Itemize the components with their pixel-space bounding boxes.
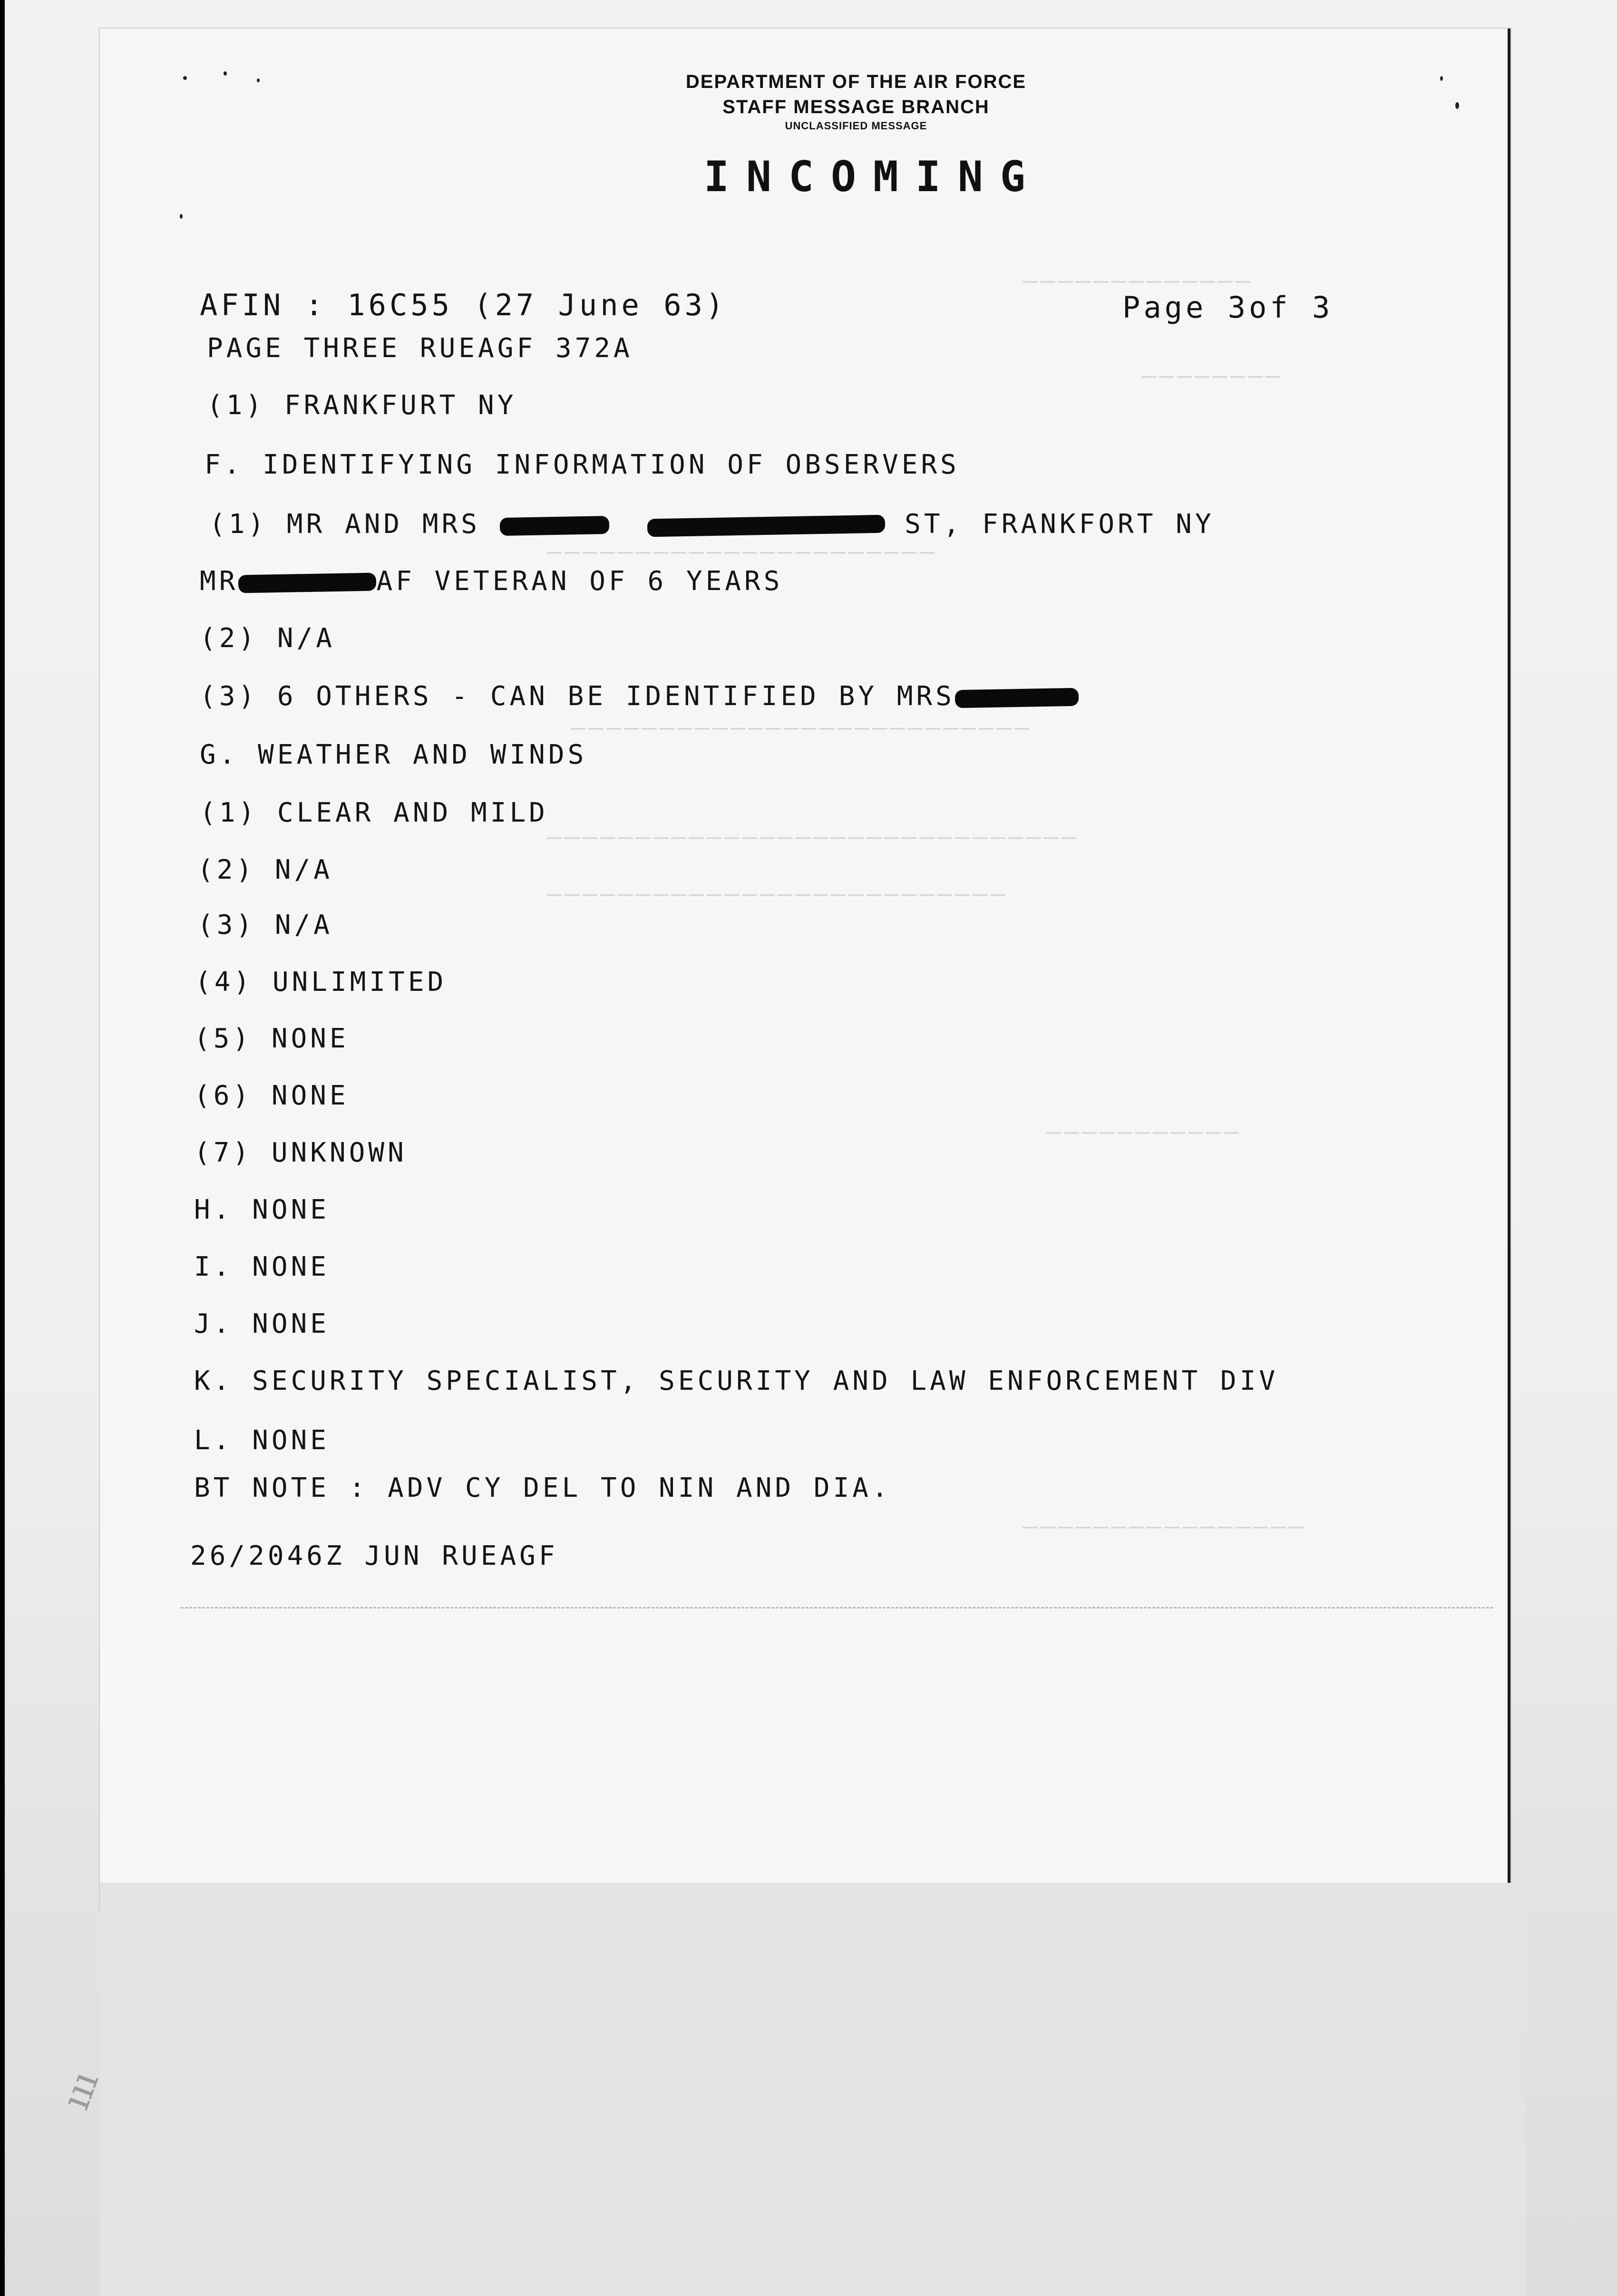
date-time-group: 26/2046Z JUN RUEAGF xyxy=(190,1540,558,1571)
observer-2-line: (2) N/A xyxy=(200,623,336,654)
observer-veteran-prefix: MR xyxy=(200,566,239,597)
branch-label: STAFF MESSAGE BRANCH xyxy=(722,97,990,117)
section-k-line: K. SECURITY SPECIALIST, SECURITY AND LAW ENFORCEMENT DIV xyxy=(194,1366,1279,1396)
section-h-line: H. NONE xyxy=(194,1194,330,1225)
section-g-heading: G. WEATHER AND WINDS xyxy=(200,739,587,770)
redaction-bar xyxy=(238,572,377,593)
location-line: (1) FRANKFURT NY xyxy=(207,390,517,421)
observer-veteran-line xyxy=(200,566,783,597)
scan-speck xyxy=(180,214,183,219)
bleed-through-text: ―――――――――――――――――――――――――――――― xyxy=(547,823,1080,851)
bleed-through-text: ―――――――――――――――――――――――――― xyxy=(547,880,1008,908)
scan-speck xyxy=(257,78,260,82)
weather-line-1: (1) CLEAR AND MILD xyxy=(200,797,548,828)
observer-3-line xyxy=(200,681,1079,712)
section-f-heading: F. IDENTIFYING INFORMATION OF OBSERVERS xyxy=(205,449,960,480)
weather-line-5: (5) NONE xyxy=(194,1023,349,1054)
scan-speck xyxy=(1455,102,1459,109)
classification-label: UNCLASSIFIED MESSAGE xyxy=(785,120,927,132)
observer-3-prefix: (3) 6 OTHERS - CAN BE IDENTIFIED BY MRS xyxy=(200,681,955,712)
section-i-line: I. NONE xyxy=(194,1251,330,1282)
bleed-through-text: ――――――――――――― xyxy=(1023,266,1253,295)
afin-reference: AFIN : 16C55 (27 June 63) xyxy=(200,288,727,322)
scan-speck xyxy=(224,71,227,76)
sheet-shadow xyxy=(100,1883,1527,2296)
weather-line-4: (4) UNLIMITED xyxy=(195,967,447,998)
redaction-bar xyxy=(955,688,1079,708)
section-j-line: J. NONE xyxy=(194,1308,330,1339)
scan-speck xyxy=(1440,76,1443,81)
weather-line-6: (6) NONE xyxy=(194,1080,349,1111)
observer-1-suffix: ST, FRANKFORT NY xyxy=(905,509,1215,540)
weather-line-7: (7) UNKNOWN xyxy=(194,1137,407,1168)
weather-line-3: (3) N/A xyxy=(197,910,333,940)
message-direction-title: INCOMING xyxy=(704,152,1042,201)
bleed-through-text: ―――――――――――――――――――――― xyxy=(547,537,937,566)
bleed-through-text: ――――――――――― xyxy=(1046,1117,1242,1146)
bleed-through-text: ―――――――――――――――――――――――――― xyxy=(571,713,1032,742)
page-routing-line: PAGE THREE RUEAGF 372A xyxy=(207,333,633,364)
perforation-line xyxy=(181,1607,1493,1608)
note-line: BT NOTE : ADV CY DEL TO NIN AND DIA. xyxy=(194,1473,891,1503)
observer-1-line xyxy=(209,509,1215,540)
observer-veteran-suffix: AF VETERAN OF 6 YEARS xyxy=(376,566,783,597)
weather-line-2: (2) N/A xyxy=(197,854,333,885)
redaction-bar xyxy=(647,514,886,537)
observer-1-prefix: (1) MR AND MRS xyxy=(209,509,481,540)
document-header xyxy=(618,71,1094,132)
page-indicator: Page 3of 3 xyxy=(1122,290,1334,325)
department-label: DEPARTMENT OF THE AIR FORCE xyxy=(685,71,1027,92)
handwritten-mark: ııı xyxy=(53,2065,107,2115)
scan-speck xyxy=(183,76,187,80)
bleed-through-text: ―――――――――――――――― xyxy=(1023,1512,1306,1540)
section-l-line: L. NONE xyxy=(194,1425,330,1456)
redaction-bar xyxy=(499,516,609,536)
bleed-through-text: ―――――――― xyxy=(1141,361,1284,390)
